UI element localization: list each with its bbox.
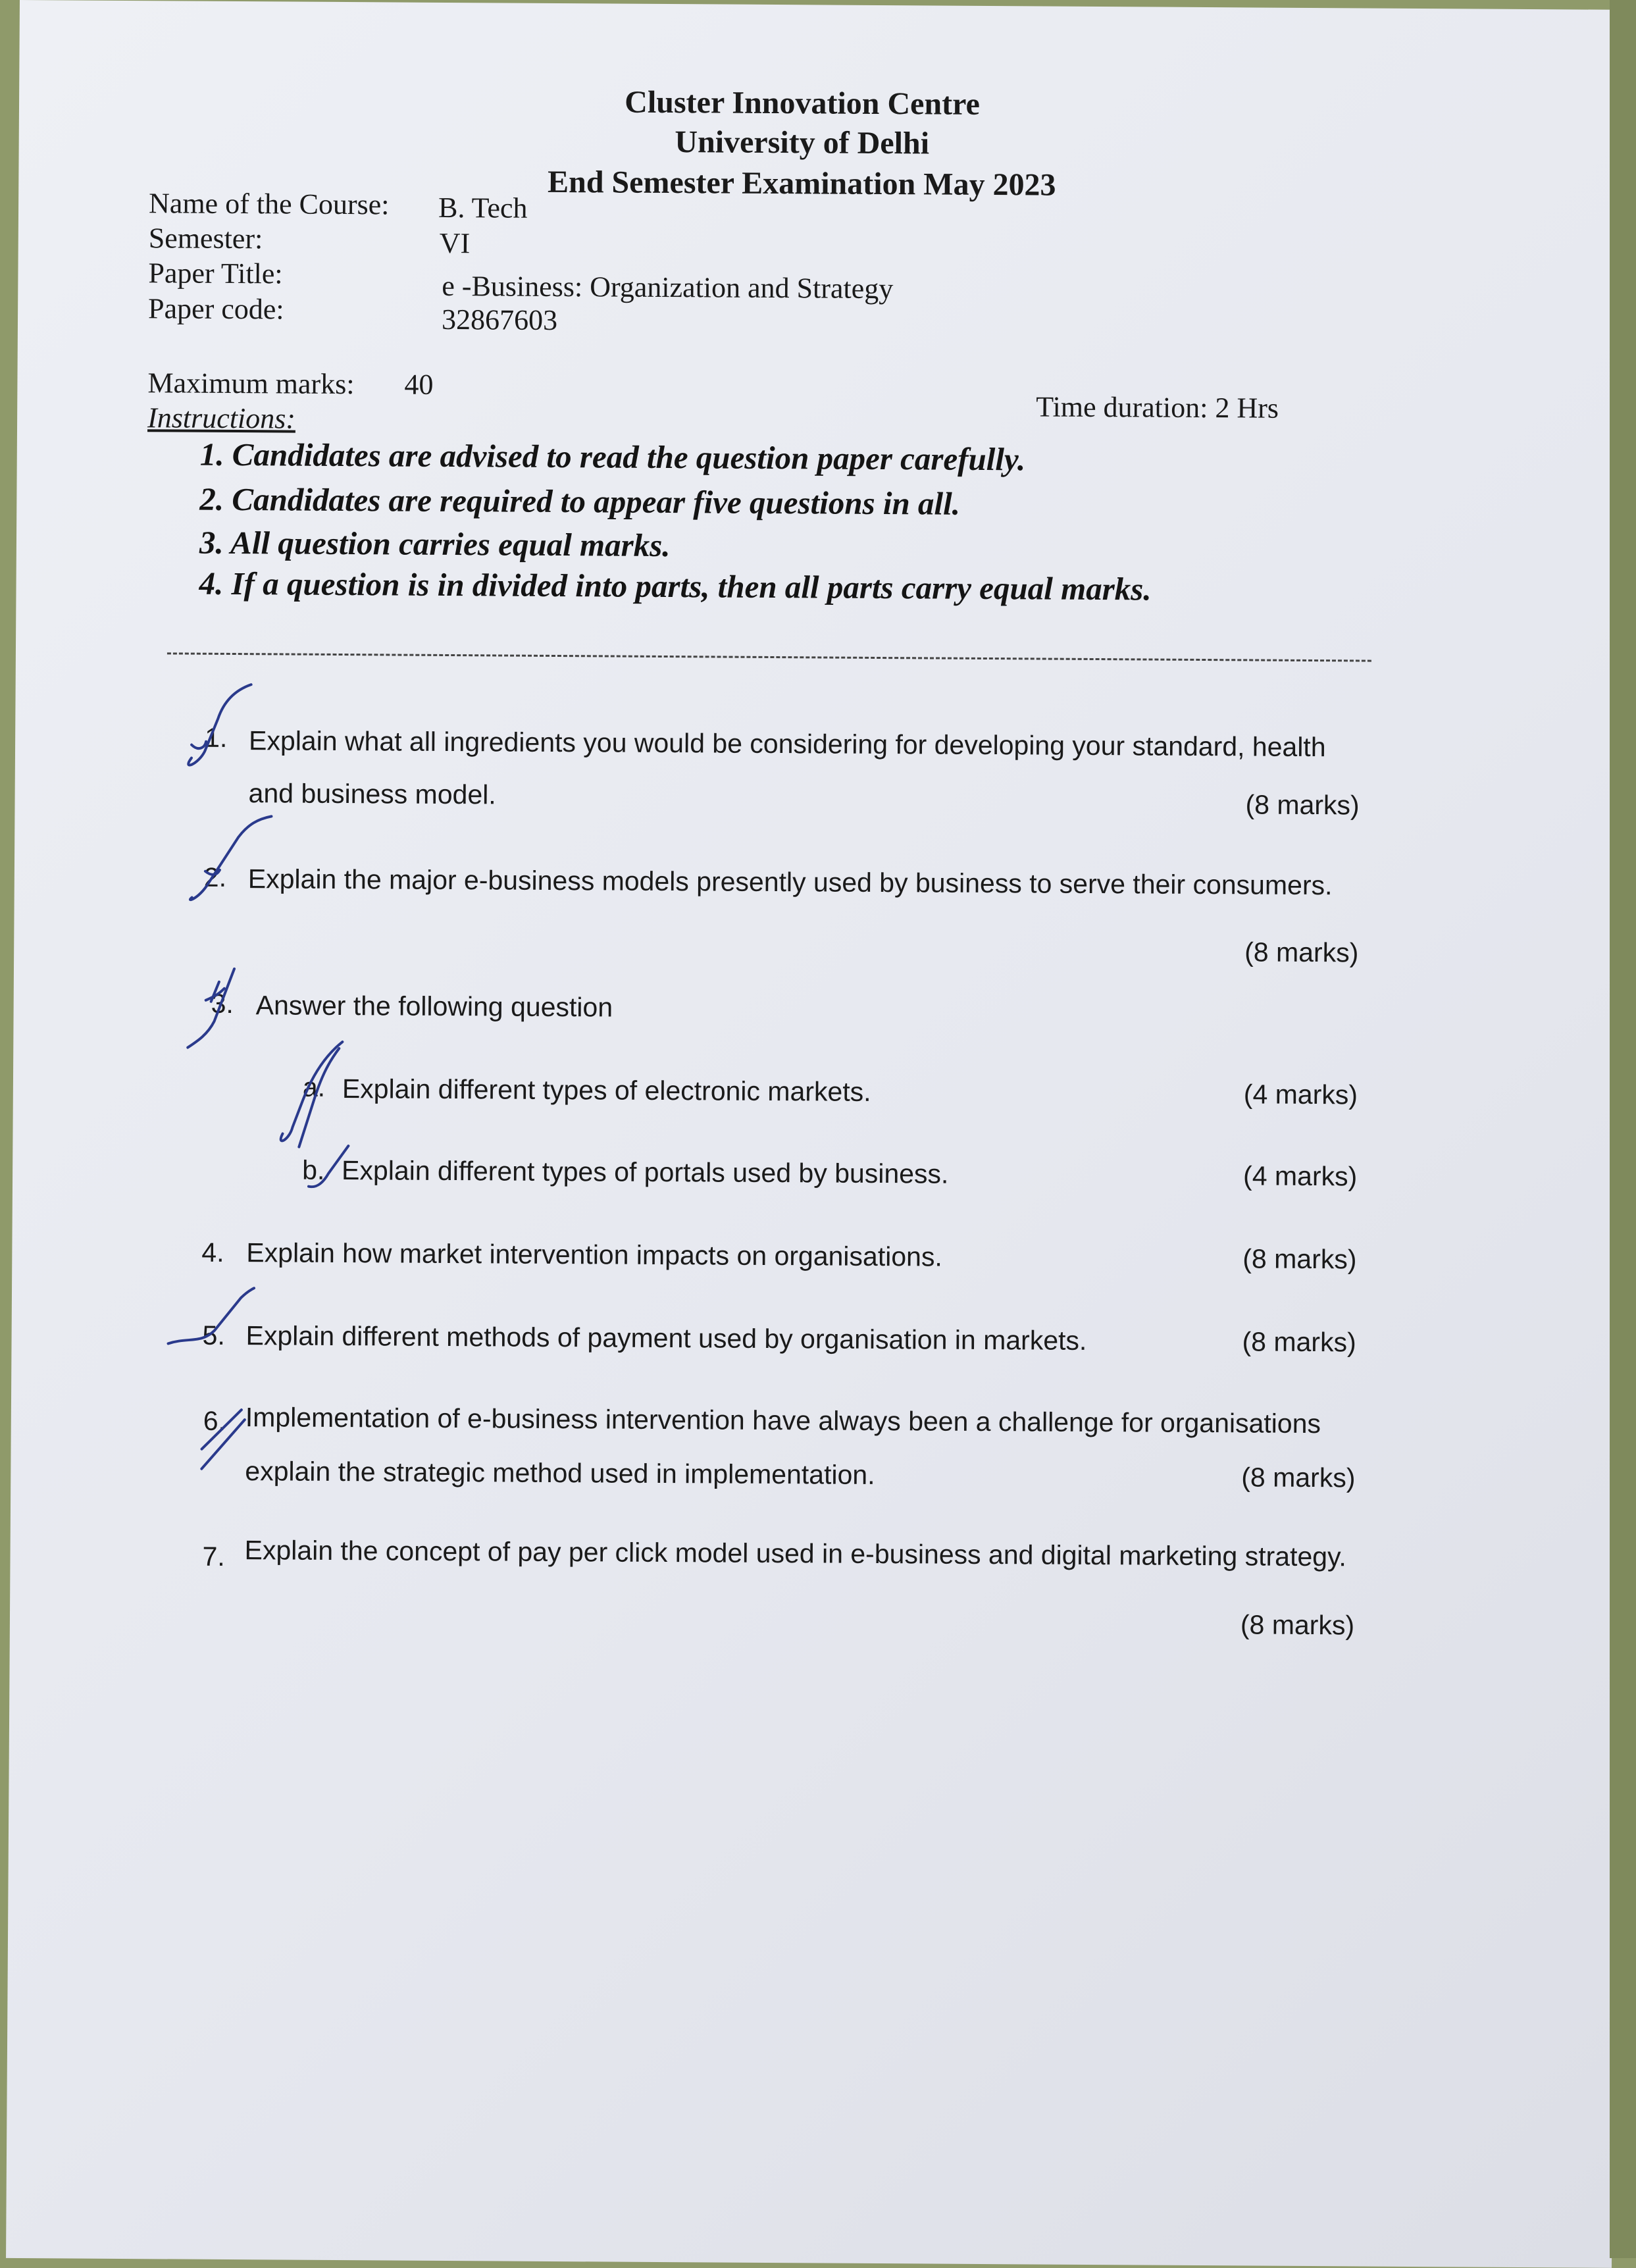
question-5-marks: (8 marks): [1242, 1326, 1356, 1358]
background-edge: [1610, 0, 1636, 2258]
paper-title-value: e -Business: Organization and Strategy: [442, 269, 894, 305]
section-divider: [167, 652, 1371, 661]
question-4-number: 4.: [201, 1237, 224, 1268]
question-5-number: 5.: [202, 1320, 225, 1351]
question-3-text: Answer the following question: [255, 990, 613, 1023]
question-5-text: Explain different methods of payment used by organisation in markets.: [245, 1320, 1087, 1356]
paper-code-value: 32867603: [441, 303, 558, 336]
university-name: University of Delhi: [675, 124, 930, 161]
checkmark-icon: [302, 1141, 355, 1193]
question-3a-text: Explain different types of electronic markets.: [342, 1073, 871, 1107]
question-3a-label: a.: [302, 1071, 326, 1102]
question-3a-marks: (4 marks): [1243, 1079, 1358, 1110]
question-2-text: Explain the major e-business models presently used by business to serve their consumers.: [247, 863, 1333, 901]
instruction-item: 3. All question carries equal marks.: [199, 524, 671, 564]
question-6-text-cont: explain the strategic method used in implementation.: [245, 1456, 875, 1490]
checkmark-icon: [195, 1403, 261, 1476]
checkmark-icon: [178, 679, 258, 778]
question-2-marks: (8 marks): [1244, 937, 1359, 968]
institution-name: Cluster Innovation Centre: [625, 84, 981, 122]
question-1-marks: (8 marks): [1245, 789, 1360, 821]
question-3-number: 3.: [211, 988, 234, 1019]
question-6-marks: (8 marks): [1241, 1462, 1356, 1493]
question-3b-marks: (4 marks): [1242, 1160, 1358, 1192]
question-7-marks: (8 marks): [1240, 1609, 1355, 1641]
exam-paper-sheet: [6, 0, 1625, 2268]
semester-value: VI: [439, 226, 471, 260]
checkmark-icon: [161, 1284, 261, 1364]
semester-label: Semester:: [148, 222, 263, 255]
question-7-number: 7.: [202, 1541, 225, 1572]
question-4-text: Explain how market intervention impacts on organisations.: [246, 1237, 942, 1272]
question-7-text: Explain the concept of pay per click model used in e-business and digital marketing strategy.: [244, 1535, 1347, 1572]
course-value: B. Tech: [438, 191, 528, 224]
time-duration: Time duration: 2 Hrs: [1036, 390, 1279, 425]
checkmark-icon: [179, 811, 278, 910]
question-1-text: Explain what all ingredients you would be considering for developing your standard, health: [248, 725, 1326, 763]
question-1-number: 1.: [205, 722, 228, 753]
instruction-item: 1. Candidates are advised to read the question paper carefully.: [199, 436, 1026, 478]
max-marks-label: Maximum marks:: [147, 367, 355, 401]
exam-title: End Semester Examination May 2023: [547, 164, 1056, 203]
max-marks-value: 40: [404, 368, 434, 401]
instruction-item: 4. If a question is in divided into parts, then all parts carry equal marks.: [199, 565, 1152, 607]
instructions-heading: Instructions:: [147, 401, 296, 435]
question-3b-text: Explain different types of portals used by business.: [342, 1155, 949, 1189]
question-3b-label: b.: [302, 1154, 325, 1185]
question-1-text-cont: and business model.: [248, 778, 496, 810]
question-6-number: 6.: [203, 1405, 226, 1436]
paper-code-label: Paper code:: [147, 292, 284, 326]
question-4-marks: (8 marks): [1242, 1243, 1357, 1275]
instruction-item: 2. Candidates are required to appear five questions in all.: [199, 480, 961, 522]
paper-title-label: Paper Title:: [148, 257, 283, 290]
question-2-number: 2.: [203, 862, 227, 892]
checkmark-icon: [178, 956, 257, 1055]
question-6-text: Implementation of e-business intervention have always been a challenge for organisations: [245, 1402, 1321, 1439]
checkmark-icon: [263, 1035, 355, 1154]
course-label: Name of the Course:: [148, 187, 390, 221]
